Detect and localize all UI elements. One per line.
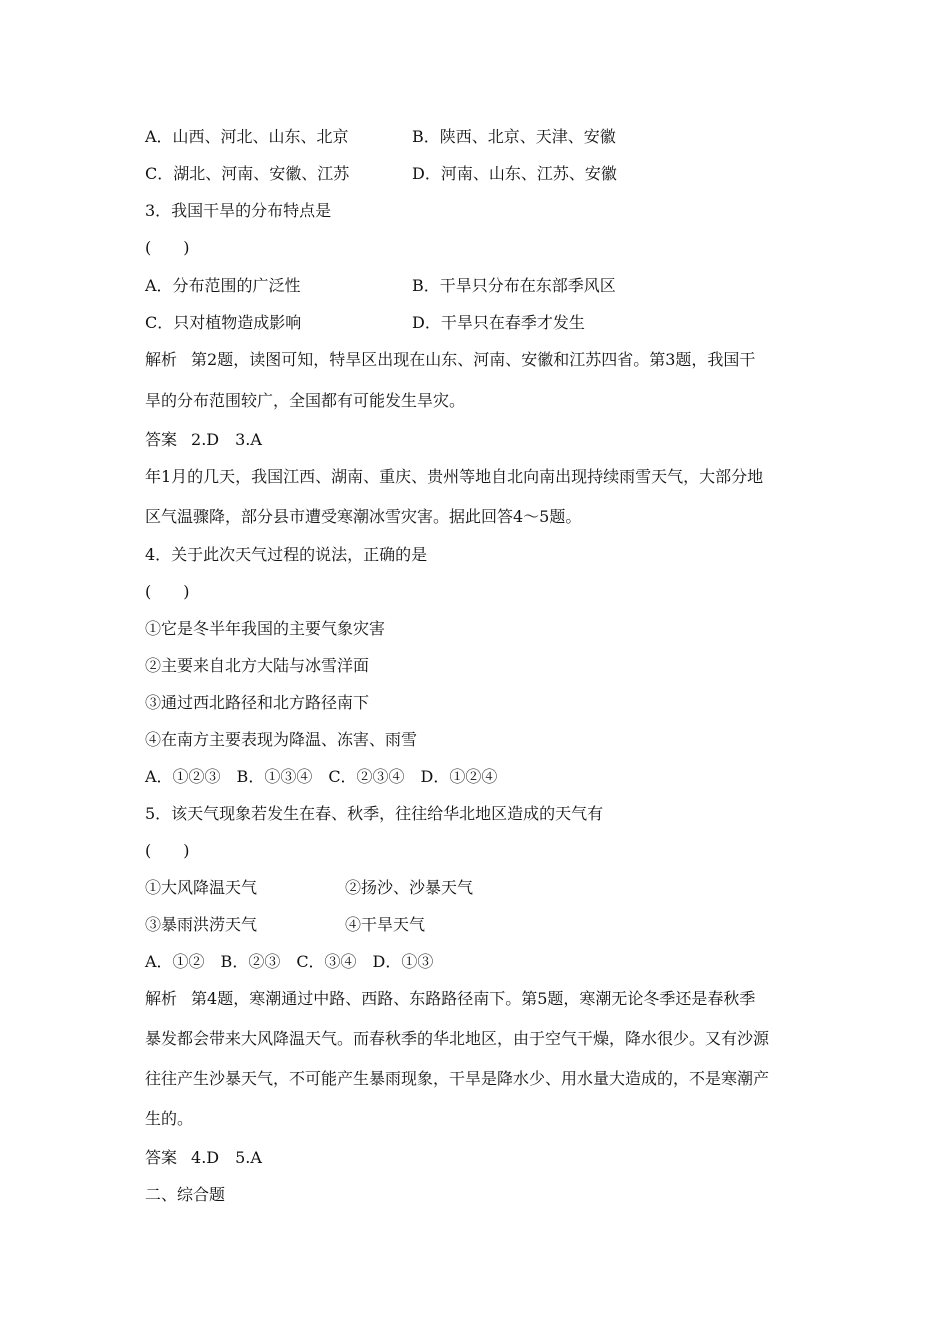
analysis-2-line-2: 暴发都会带来大风降温天气。而春秋季的华北地区，由于空气干燥，降水很少。又有沙源 (145, 1029, 770, 1048)
answer-value: 2.D 3.A (191, 430, 262, 449)
q5-statement-3: ③暴雨洪涝天气 (145, 915, 258, 934)
q4-statement-1: ①它是冬半年我国的主要气象灾害 (145, 619, 386, 638)
q3-option-b: B．干旱只分布在东部季风区 (412, 276, 616, 295)
answer-value: 4.D 5.A (191, 1148, 262, 1167)
analysis-label: 解析 (145, 989, 178, 1008)
analysis-1-line-1 (145, 350, 755, 370)
q2-option-c: C．湖北、河南、安徽、江苏 (145, 164, 350, 183)
q4-statement-2: ②主要来自北方大陆与冰雪洋面 (145, 656, 370, 675)
passage-line-2: 区气温骤降，部分县市遭受寒潮冰雪灾害。据此回答4～5题。 (145, 507, 582, 526)
analysis-1-line-2: 旱的分布范围较广，全国都有可能发生旱灾。 (145, 391, 466, 410)
analysis-text: 第2题，读图可知，特旱区出现在山东、河南、安徽和江苏四省。第3题，我国干 (191, 350, 756, 369)
section-heading: 二、综合题 (145, 1185, 226, 1204)
q5-statement-4: ④干旱天气 (345, 915, 426, 934)
answer-2 (145, 1148, 262, 1168)
q5-stem: 5．该天气现象若发生在春、秋季，往往给华北地区造成的天气有 (145, 804, 604, 823)
q4-statement-4: ④在南方主要表现为降温、冻害、雨雪 (145, 730, 418, 749)
q3-answer-blank: ( ) (145, 238, 190, 257)
passage-line-1: 年1月的几天，我国江西、湖南、重庆、贵州等地自北向南出现持续雨雪天气，大部分地 (145, 467, 764, 486)
q4-options: A．①②③ B．①③④ C．②③④ D．①②④ (145, 767, 498, 786)
q2-option-a: A．山西、河北、山东、北京 (145, 127, 349, 146)
q3-option-a: A．分布范围的广泛性 (145, 276, 301, 295)
answer-1 (145, 430, 262, 450)
answer-label: 答案 (145, 1148, 178, 1167)
q5-statement-1: ①大风降温天气 (145, 878, 258, 897)
q3-stem: 3．我国干旱的分布特点是 (145, 201, 332, 220)
analysis-2-line-3: 往往产生沙暴天气，不可能产生暴雨现象，干旱是降水少、用水量大造成的，不是寒潮产 (145, 1069, 770, 1088)
q5-options: A．①② B．②③ C．③④ D．①③ (145, 952, 434, 971)
answer-label: 答案 (145, 430, 178, 449)
analysis-2-line-4: 生的。 (145, 1109, 194, 1128)
analysis-text: 第4题，寒潮通过中路、西路、东路路径南下。第5题，寒潮无论冬季还是春秋季 (191, 989, 756, 1008)
analysis-label: 解析 (145, 350, 178, 369)
q2-option-d: D．河南、山东、江苏、安徽 (412, 164, 617, 183)
q5-answer-blank: ( ) (145, 841, 190, 860)
q4-stem: 4．关于此次天气过程的说法，正确的是 (145, 545, 428, 564)
analysis-2-line-1 (145, 989, 755, 1009)
q3-option-c: C．只对植物造成影响 (145, 313, 302, 332)
q4-statement-3: ③通过西北路径和北方路径南下 (145, 693, 370, 712)
q4-answer-blank: ( ) (145, 582, 190, 601)
q3-option-d: D．干旱只在春季才发生 (412, 313, 585, 332)
q2-option-b: B．陕西、北京、天津、安徽 (412, 127, 616, 146)
q5-statement-2: ②扬沙、沙暴天气 (345, 878, 474, 897)
